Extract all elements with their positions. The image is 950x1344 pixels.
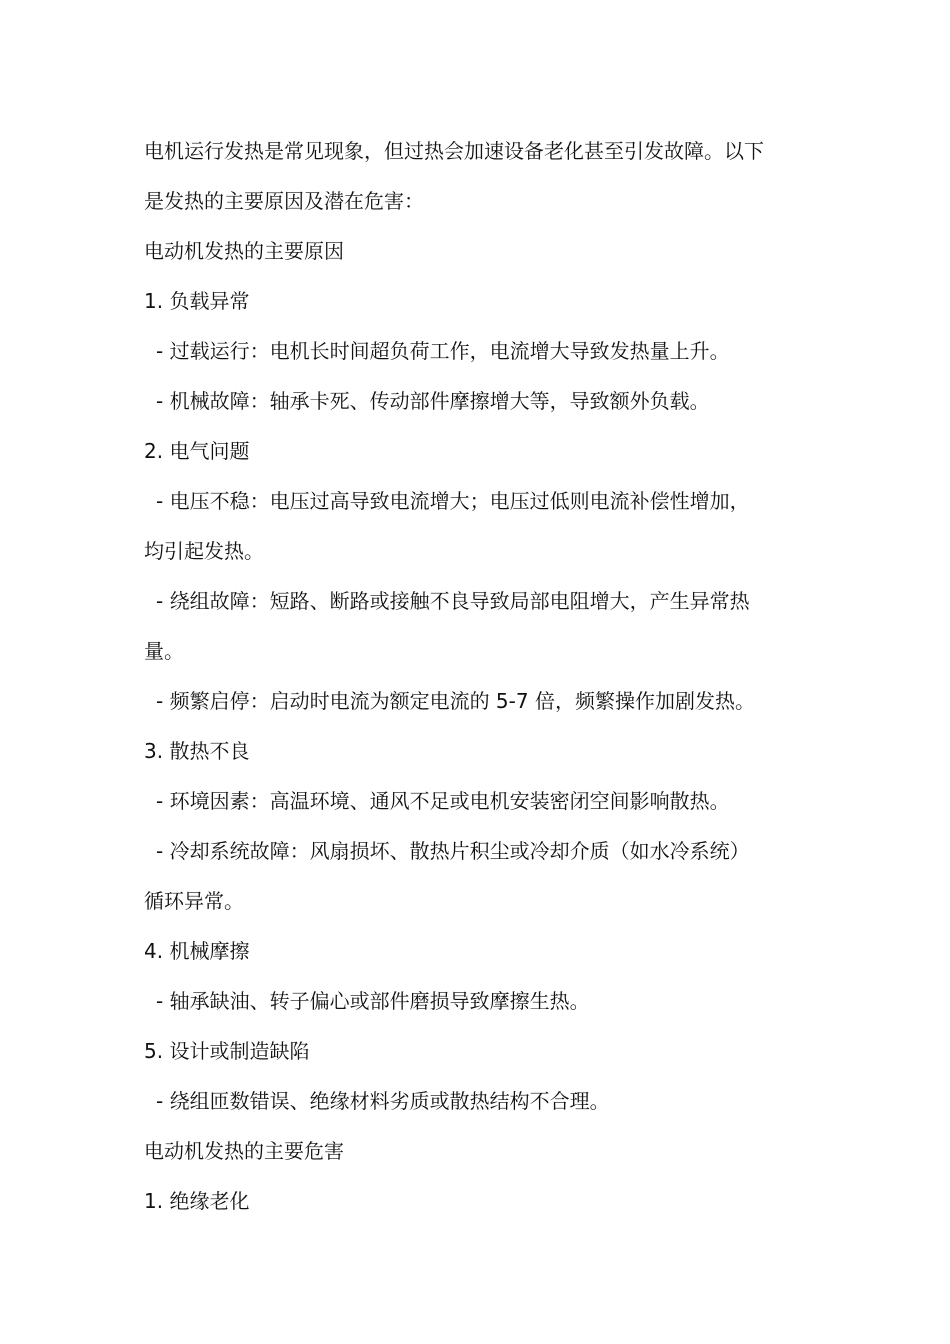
cause-3-item-2-line-2: 循环异常。 xyxy=(144,889,244,913)
cause-3-item-1: - 环境因素：高温环境、通风不足或电机安装密闭空间影响散热。 xyxy=(156,789,730,813)
intro-paragraph-line-1: 电机运行发热是常见现象，但过热会加速设备老化甚至引发故障。以下 xyxy=(144,139,764,163)
cause-4-item-1: - 轴承缺油、转子偏心或部件磨损导致摩擦生热。 xyxy=(156,989,590,1013)
intro-paragraph-line-2: 是发热的主要原因及潜在危害： xyxy=(144,189,424,213)
hazard-1-title: 1. 绝缘老化 xyxy=(144,1189,250,1213)
cause-5-title: 5. 设计或制造缺陷 xyxy=(144,1039,310,1063)
cause-3-item-2-line-1: - 冷却系统故障：风扇损坏、散热片积尘或冷却介质（如水冷系统） xyxy=(156,839,750,863)
causes-heading: 电动机发热的主要原因 xyxy=(144,239,344,263)
document-body xyxy=(144,126,814,1226)
cause-1-item-2: - 机械故障：轴承卡死、传动部件摩擦增大等，导致额外负载。 xyxy=(156,389,710,413)
cause-4-title: 4. 机械摩擦 xyxy=(144,939,250,963)
cause-2-item-1-line-2: 均引起发热。 xyxy=(144,539,264,563)
cause-2-item-1-line-1: - 电压不稳：电压过高导致电流增大；电压过低则电流补偿性增加， xyxy=(156,489,750,513)
cause-3-title: 3. 散热不良 xyxy=(144,739,250,763)
hazards-heading: 电动机发热的主要危害 xyxy=(144,1139,344,1163)
cause-2-item-2-line-2: 量。 xyxy=(144,639,184,663)
cause-5-item-1: - 绕组匝数错误、绝缘材料劣质或散热结构不合理。 xyxy=(156,1089,610,1113)
cause-1-item-1: - 过载运行：电机长时间超负荷工作，电流增大导致发热量上升。 xyxy=(156,339,730,363)
cause-1-title: 1. 负载异常 xyxy=(144,289,250,313)
cause-2-title: 2. 电气问题 xyxy=(144,439,250,463)
cause-2-item-2-line-1: - 绕组故障：短路、断路或接触不良导致局部电阻增大，产生异常热 xyxy=(156,589,750,613)
cause-2-item-3: - 频繁启停：启动时电流为额定电流的 5-7 倍，频繁操作加剧发热。 xyxy=(156,689,755,713)
